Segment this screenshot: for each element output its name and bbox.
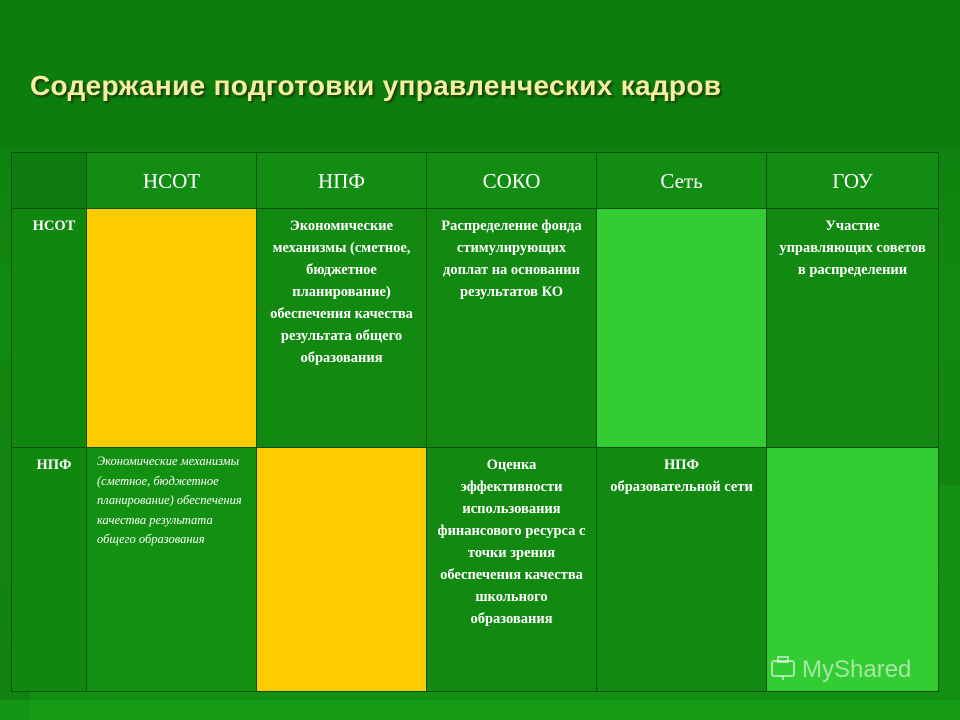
cell-text-italic [87,448,256,550]
table-cell [257,448,427,692]
cell-text: НПФ образовательной сети [610,457,753,495]
header-row [12,153,939,209]
cell-text: Распределение фонда стимулирующих доплат на основании результатов КО [441,218,582,300]
row-header: НПФ [12,448,87,692]
table-row [12,448,939,692]
row-header: НСОТ [12,209,87,448]
table-cell [767,448,939,692]
cell-text: Оценка эффективности использования финансового ресурса с точки зрения обеспечения качества школьного образования [437,457,586,627]
background-band-footer [0,700,960,720]
table-cell [427,209,597,448]
table-cell [87,209,257,448]
cell-text: Участие управляющих советов в распределении [779,218,926,278]
watermark [770,656,911,684]
table-cell [257,209,427,448]
table-cell [597,448,767,692]
matrix-table [11,152,939,692]
slide-title: Содержание подготовки управленческих кадров [30,70,722,101]
cell-text: Экономические механизмы (сметное, бюджетное планирование) обеспечения качества результата общего образования [270,218,413,366]
table-cell [767,209,939,448]
table-cell [427,448,597,692]
cell-text: Экономические механизмы (сметное, бюджетное планирование) обеспечения качества результата общего образования [97,454,242,547]
column-header: СОКО [427,153,597,209]
table-cell [597,209,767,448]
column-header: Сеть [597,153,767,209]
column-header: ГОУ [767,153,939,209]
corner-cell [12,153,87,209]
table-row [12,209,939,448]
myshared-logo-icon [770,656,796,680]
watermark-text: MyShared [802,656,912,683]
table-cell [87,448,257,692]
column-header: НПФ [257,153,427,209]
column-header: НСОТ [87,153,257,209]
